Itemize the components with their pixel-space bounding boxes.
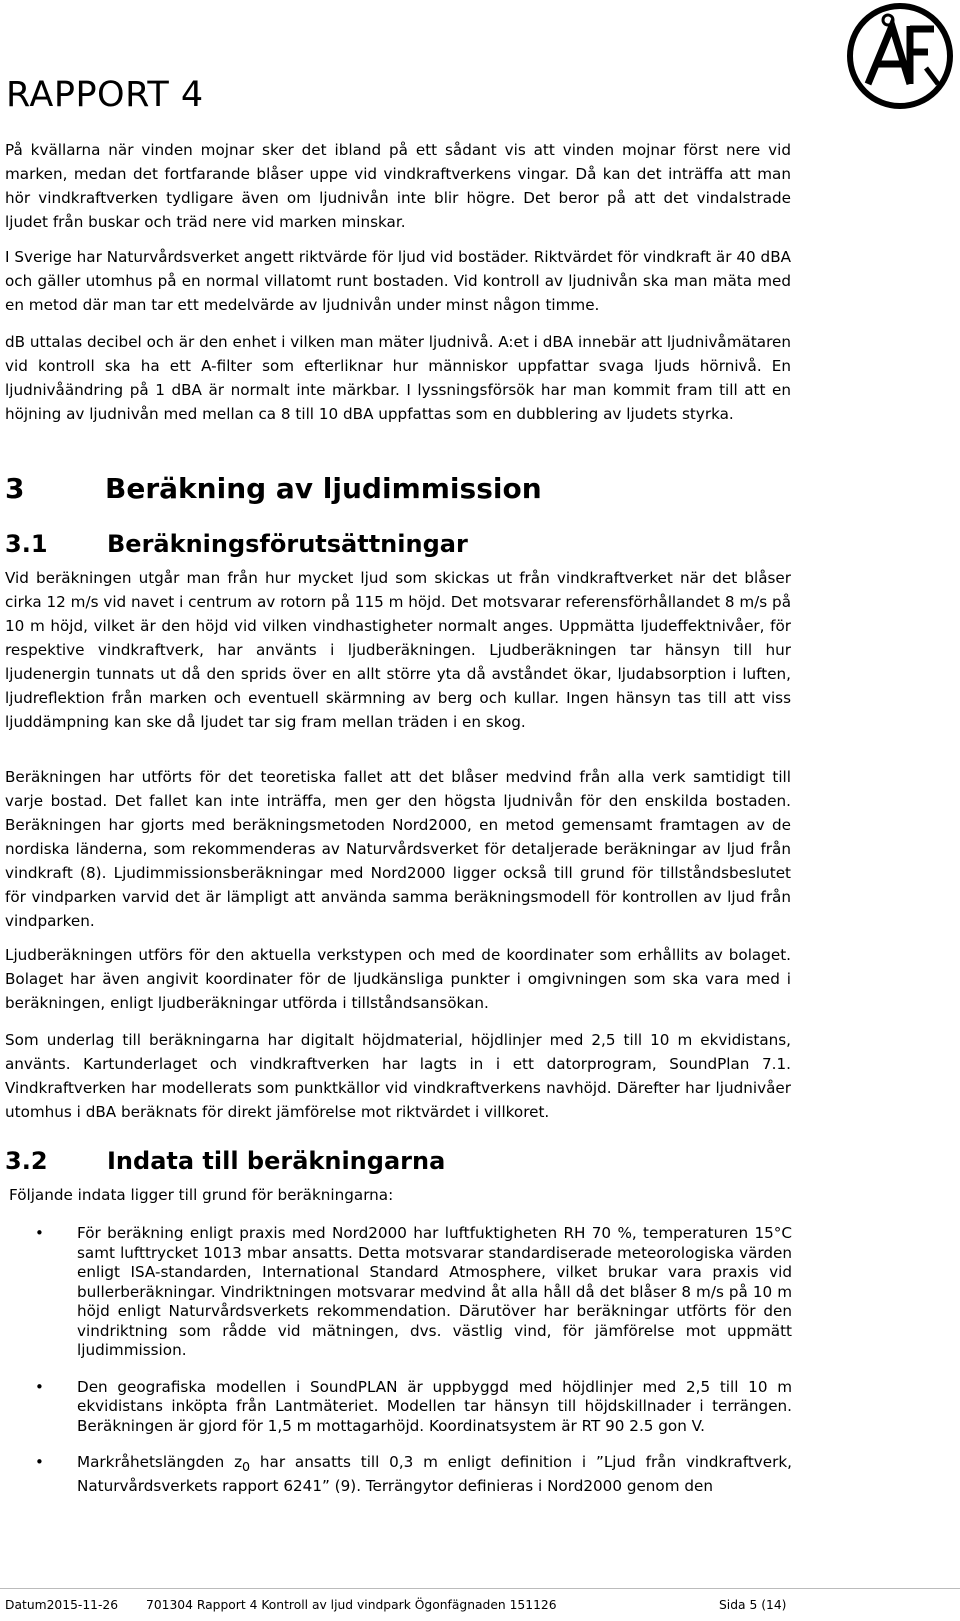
list-item-text: Markråhetslängden $z_0$ har ansatts till 0,3 m enligt definition i ”Ljud från vindkraftverk, Naturvårdsverkets rapport 6241” (9). Terrängytor definieras i Nord2000 genom den <box>77 1453 793 1495</box>
section-3-1-paragraph-1: Vid beräkningen utgår man från hur mycket ljud som skickas ut från vindkraftverket när det blåser cirka 12 m/s vid navet i centrum av rotorn på 115 m höjd. Det motsvarar referensförhållandet 8 m/s på 10 m höjd, vilket är den höjd vid vilken vindhastigheter normalt anges. Uppmätta ljudeffektnivåer, för respektive vindkraftverk, har använts i ljudberäkningen. Ljudberäkningen tar hänsyn till hur ljudenergin tunnats ut då den sprids över en allt större yta då avståndet ökar, ljudabsorption i luften, ljudreflektion från marken och eventuell skärmning av berg och kullar. Ingen hänsyn tas till att viss ljuddämpning kan ske då ljudet tar sig fram mellan träden i en skog. <box>5 569 791 731</box>
section-title: Beräkningsförutsättningar <box>107 530 468 558</box>
section-number: 3.2 <box>5 1147 48 1175</box>
bullet-icon: • <box>35 1224 44 1242</box>
list-item-text: Den geografiska modellen i SoundPLAN är uppbyggd med höjdlinjer med 2,5 till 10 m ekvidistans inköpta från Lantmäteriet. Modellen tar hänsyn till höjdskillnader i terrängen. Beräkningen är gjord för 1,5 m mottagarhöjd. Koordinatsystem är RT 90 2.5 gon V. <box>77 1377 792 1435</box>
footer-date: Datum2015-11-26 <box>5 1598 119 1612</box>
footer-divider <box>0 1588 960 1589</box>
af-consult-logo-icon <box>846 2 954 110</box>
section-3-heading <box>5 472 542 505</box>
section-3-1-paragraph-2: Beräkningen har utförts för det teoretiska fallet att det blåser medvind från alla verk samtidigt till varje bostad. Det fallet kan inte inträffa, men ger den högsta ljudnivån för den enskilda bostaden. Beräkningen har gjorts med beräkningsmetoden Nord2000, en metod gemensamt framtagen av de nordiska länderna, som rekommenderas av Naturvårdsverket för detaljerade beräkningar av ljud från vindkraft (8). Ljudimmissionsberäkningar med Nord2000 ligger också till grund för tillståndsbeslutet för vindparken varvid det är lämpligt att använda samma beräkningsmodell för kontrollen av ljud från vindparken. <box>5 768 791 930</box>
intro-paragraph-1: På kvällarna när vinden mojnar sker det ibland på ett sådant vis att vinden mojnar först nere vid marken, medan det fortfarande blåser uppe vid vindkraftverkens vingar. Då kan det inträffa att man hör vindkraftverken tydligare även om ljudnivån inte blir högre. Det beror på att det vindalstrade ljudet från buskar och träd nere vid marken minskar. <box>5 141 791 231</box>
section-number: 3 <box>5 472 25 505</box>
subscript: 0 <box>242 1459 251 1475</box>
section-3-1-paragraph-4: Som underlag till beräkningarna har digitalt höjdmaterial, höjdlinjer med 2,5 till 10 m ekvidistans, använts. Kartunderlaget och vindkraftverken har lagts in i ett datorprogram, SoundPlan 7.1. Vindkraftverken har modellerats som punktkällor vid vindkraftverkens navhöjd. Därefter har ljudnivåer utomhus i dBA beräknats för direkt jämförelse mot riktvärdet i villkoret. <box>5 1031 791 1121</box>
footer-document: 701304 Rapport 4 Kontroll av ljud vindpark Ögonfägnaden 151126 <box>146 1598 557 1612</box>
section-3-2-heading <box>5 1147 445 1175</box>
section-3-1-heading <box>5 530 468 558</box>
bullet-icon: • <box>35 1377 44 1396</box>
section-title: Indata till beräkningarna <box>107 1147 446 1175</box>
section-title: Beräkning av ljudimmission <box>105 472 542 505</box>
intro-paragraph-3: dB uttalas decibel och är den enhet i vilken man mäter ljudnivå. A:et i dBA innebär att ljudnivåmätaren vid kontroll ska ha ett A-filter som efterliknar hur människor uppfattar svaga ljuds hörnivå. En ljudnivåändring på 1 dBA är normalt inte märkbar. I lyssningsförsök har man kommit fram till att en höjning av ljudnivån med mellan ca 8 till 10 dBA uppfattas som en dubblering av ljudets styrka. <box>5 333 791 423</box>
intro-paragraph-2: I Sverige har Naturvårdsverket angett riktvärde för ljud vid bostäder. Riktvärdet för vindkraft är 40 dBA och gäller utomhus på en normal villatomt runt bostaden. Vid kontroll av ljudnivån ska man mäta med en metod där man tar ett medelvärde av ljudnivån under minst någon timme. <box>5 248 791 314</box>
bullet-icon: • <box>35 1453 44 1471</box>
footer-page-number: Sida 5 (14) <box>719 1598 787 1612</box>
list-item <box>35 1378 792 1437</box>
section-number: 3.1 <box>5 530 48 558</box>
list-item-text: För beräkning enligt praxis med Nord2000 har luftfuktigheten RH 70 %, temperaturen 15°C samt lufttrycket 1013 mbar ansatts. Detta motsvarar standardiserade meteorologiska värden enligt ISA-standarden, International Standard Atmosphere, vilket brukar vara praxis vid bullerberäkningar. Vindriktningen motsvarar medvind åt alla håll då det blåser 8 m/s på 10 m höjd enligt Naturvårdsverkets rekommendation. Därutöver har beräkningar utförts för den vindriktning som rådde vid mätningen, dvs. västlig vind, för jämförelse mot uppmätt ljudimmission. <box>77 1224 792 1359</box>
section-3-2-intro: Följande indata ligger till grund för beräkningarna: <box>9 1186 394 1204</box>
list-item <box>35 1224 792 1361</box>
list-item <box>35 1453 792 1496</box>
section-3-1-paragraph-3: Ljudberäkningen utförs för den aktuella verkstypen och med de koordinater som erhållits av bolaget. Bolaget har även angivit koordinater för de ljudkänsliga punkter i omgivningen som ska vara med i beräkningen, enligt ljudberäkningar utförda i tillståndsansökan. <box>5 946 791 1012</box>
input-data-list <box>35 1224 792 1496</box>
report-title: RAPPORT 4 <box>6 75 204 116</box>
